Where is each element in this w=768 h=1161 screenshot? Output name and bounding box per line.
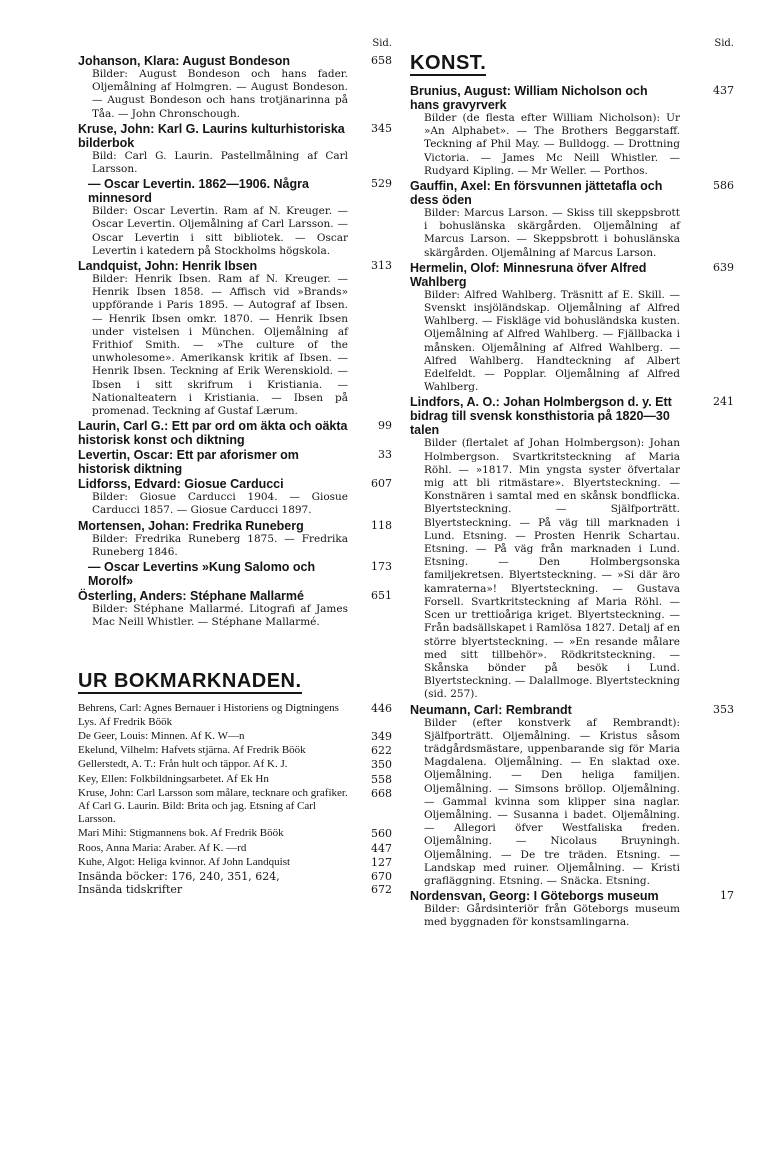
index-entry bbox=[78, 772, 392, 786]
entry-page-number: 127 bbox=[371, 855, 392, 869]
entry-heading: Ekelund, Vilhelm: Hafvets stjärna. Af Fredrik Böök bbox=[78, 744, 306, 757]
entry-heading: Roos, Anna Maria: Araber. Af K. —rd bbox=[78, 841, 247, 854]
entry-page-number: 529 bbox=[371, 177, 392, 191]
index-entry bbox=[410, 395, 734, 701]
entry-page-number: 17 bbox=[720, 889, 734, 903]
entry-page-number: 446 bbox=[371, 702, 392, 716]
index-entry bbox=[410, 260, 734, 395]
entry-illustrations: Bilder: Marcus Larson. — Skiss till skeppsbrott i bohuslänska skärgården. Oljemålning af Marcus Larson. — Skeppsbrott i bohuslänska skärgården. Oljemålning af Marcus Larson. bbox=[424, 207, 680, 259]
entry-illustrations: Bilder: Fredrika Runeberg 1875. — Fredrika Runeberg 1846. bbox=[92, 532, 348, 558]
index-entry bbox=[78, 518, 392, 559]
entry-page-number: 437 bbox=[713, 84, 734, 97]
entry-heading: Kuhe, Algot: Heliga kvinnor. Af John Landquist bbox=[78, 855, 291, 868]
entry-heading: — Oscar Levertins »Kung Salomo och Morolf» bbox=[88, 560, 316, 589]
entry-page-number: 668 bbox=[371, 786, 392, 800]
entry-page-number: 607 bbox=[371, 477, 392, 491]
entry-page-number: 313 bbox=[371, 259, 392, 273]
index-entry bbox=[78, 758, 392, 772]
ur-bokmarknaden-title: UR BOKMARKNADEN. bbox=[78, 670, 302, 693]
entry-illustrations: Bilder: Gårdsinteriör från Göteborgs museum med byggnaden för konstsamlingarna. bbox=[424, 903, 680, 929]
index-entry bbox=[78, 177, 392, 258]
totals-label: Insända tidskrifter bbox=[78, 883, 183, 897]
index-entry bbox=[78, 589, 392, 629]
entry-illustrations: Bilder: August Bondeson och hans fader. Oljemålning af Holmgren. — August Bondeson. — August Bondeson och hans trotjänarinna på Tåa. — John Chronschough. bbox=[92, 68, 348, 120]
entry-heading: Nordensvan, Georg: I Göteborgs museum bbox=[410, 889, 659, 904]
entry-heading: Kruse, John: Karl G. Laurins kulturhistoriska bilderbok bbox=[78, 121, 345, 150]
entry-page-number: 651 bbox=[371, 589, 392, 603]
entry-heading: Lidforss, Edvard: Giosue Carducci bbox=[78, 477, 284, 492]
entry-page-number: 447 bbox=[371, 841, 392, 855]
index-entry bbox=[78, 54, 392, 121]
entry-page-number: 345 bbox=[371, 121, 392, 135]
entry-heading: Landquist, John: Henrik Ibsen bbox=[78, 259, 258, 274]
entry-heading: Gellerstedt, A. T.: Från hult och täppor. Af K. J. bbox=[78, 758, 288, 771]
left-column bbox=[78, 38, 392, 897]
entry-heading: Hermelin, Olof: Minnesruna öfver Alfred Wahlberg bbox=[410, 260, 647, 289]
entry-heading: — Oscar Levertin. 1862—1906. Några minnesord bbox=[88, 177, 309, 206]
entry-page-number: 99 bbox=[378, 419, 392, 433]
entry-illustrations: Bild: Carl G. Laurin. Pastellmålning af Carl Larsson. bbox=[92, 149, 348, 176]
entry-heading: Kruse, John: Carl Larsson som målare, tecknare och grafiker. Af Carl G. Laurin. Bild: Brita och jag. Etsning af Carl Larsson. bbox=[78, 786, 348, 826]
index-entry bbox=[78, 786, 392, 827]
entry-page-number: 118 bbox=[371, 518, 392, 532]
index-entry bbox=[78, 259, 392, 418]
entry-illustrations: Bilder: Stéphane Mallarmé. Litografi af James Mac Neill Whistler. — Stéphane Mallarmé. bbox=[92, 603, 348, 629]
totals-page-number: 672 bbox=[371, 883, 392, 897]
entry-heading: Mortensen, Johan: Fredrika Runeberg bbox=[78, 518, 304, 533]
totals-label: Insända böcker: 176, 240, 351, 624, bbox=[78, 869, 280, 883]
entry-page-number: 558 bbox=[371, 772, 392, 786]
entry-heading: Levertin, Oscar: Ett par aforismer om historisk diktning bbox=[78, 448, 299, 477]
index-entry bbox=[78, 419, 392, 448]
entry-page-number: 658 bbox=[371, 54, 392, 67]
index-entry bbox=[78, 841, 392, 855]
right-column bbox=[410, 38, 734, 931]
sid-header-left: Sid. bbox=[372, 38, 392, 49]
entry-heading: Behrens, Carl: Agnes Bernauer i Historiens og Digtningens Lys. Af Fredrik Böök bbox=[78, 702, 339, 728]
entry-heading: Neumann, Carl: Rembrandt bbox=[410, 702, 572, 717]
index-entry bbox=[78, 448, 392, 477]
entry-heading: Österling, Anders: Stéphane Mallarmé bbox=[78, 589, 304, 604]
entry-heading: Johanson, Klara: August Bondeson bbox=[78, 54, 291, 68]
totals-row bbox=[78, 869, 392, 884]
totals bbox=[78, 869, 392, 897]
index-entry bbox=[78, 477, 392, 517]
entry-heading: Mari Mihi: Stigmannens bok. Af Fredrik Böök bbox=[78, 827, 284, 840]
ur-entries bbox=[78, 702, 392, 869]
index-entry bbox=[410, 889, 734, 929]
entry-page-number: 349 bbox=[371, 729, 392, 743]
index-entry bbox=[78, 827, 392, 841]
entry-heading: Key, Ellen: Folkbildningsarbetet. Af Ek Hn bbox=[78, 772, 269, 785]
entry-page-number: 639 bbox=[713, 260, 734, 274]
right-entries bbox=[410, 84, 734, 930]
index-entry bbox=[78, 744, 392, 758]
entry-illustrations: Bilder: Henrik Ibsen. Ram af N. Kreuger. — Henrik Ibsen 1858. — Affisch vid »Brands» uppförande i Paris 1895. — Autograf af Ibsen. — Henrik Ibsen omkr. 1870. — Henrik Ibsen under vistelsen i München. Oljemålning af Frithiof Smith. — »The culture of the unwholesome». Amerikansk kritik af Ibsen. — Henrik Ibsen. Teckning af Erik Werenskiold. — Ibsen i sitt skrifrum i Kristiania. — Nationalteatern i Kristiania. — Ibsen på promenad. Teckning af Gustaf Lærum. bbox=[92, 273, 348, 418]
entry-heading: Lindfors, A. O.: Johan Holmbergson d. y. Ett bidrag till svensk konsthistoria på 1820—30 talen bbox=[410, 395, 672, 438]
entry-page-number: 622 bbox=[371, 744, 392, 758]
entry-page-number: 33 bbox=[378, 448, 392, 462]
index-entry bbox=[410, 702, 734, 889]
entry-illustrations: Bilder (flertalet af Johan Holmbergson): Johan Holmbergson. Svartkritsteckning af Maria Röhl. — »1817. Min yngsta syster öfvertalar mig att bli ritmästare». Blyertsteckning. — Konstnären i samtal med en skånsk bondflicka. Blyertsteckning. — Själfporträtt. Blyertsteckning. — På väg till marknaden i Lund. Etsning. — Prosten Henrik Schartau. Etsning. — På väg från marknaden i Lund. Etsning. — Den Holmbergsonska familjekretsen. Blyertsteckning. — »Si där äro kamraterna»! Blyertsteckning. — Gustava Forsell. Svartkritsteckning af Maria Röhl. — Scen ur trettioåriga kriget. Blyertsteckning. — Från badsällskapet i Ramlösa 1827. Detalj af en större blyertsteckning. — »En resande målare med sitt tillbehör». Rödkritsteckning. — Skånska bönder på besök i Lund. Blyertsteckning. — Dalallmoge. Blyertsteckning (sid. 257). bbox=[424, 437, 680, 701]
konst-title: KONST. bbox=[410, 52, 487, 74]
entry-illustrations: Bilder: Oscar Levertin. Ram af N. Kreuger. — Oscar Levertin. Oljemålning af Carl Larsson. — Oscar Levertin i sitt bibliotek. — Oscar Levertin i katedern på Stockholms högskola. bbox=[92, 205, 348, 257]
totals-page-number: 670 bbox=[371, 869, 392, 883]
entry-page-number: 241 bbox=[713, 395, 734, 409]
entry-page-number: 350 bbox=[371, 758, 392, 772]
entry-page-number: 586 bbox=[713, 179, 734, 193]
totals-row bbox=[78, 883, 392, 897]
entry-page-number: 353 bbox=[713, 702, 734, 716]
left-entries bbox=[78, 54, 392, 629]
entry-illustrations: Bilder (de flesta efter William Nicholson): Ur »An Alphabet». — The Brothers Beggarstaff. Teckning af Phil May. — Bulldogg. — Drottning Victoria. — James Mc Neill Whistler. — Rudyard Kipling. — Mr Weller. — Porthos. bbox=[424, 112, 680, 177]
index-entry bbox=[78, 560, 392, 589]
entry-heading: De Geer, Louis: Minnen. Af K. W—n bbox=[78, 729, 245, 742]
sid-header-right: Sid. bbox=[714, 38, 734, 49]
entry-page-number: 173 bbox=[371, 560, 392, 574]
index-entry bbox=[410, 179, 734, 260]
entry-page-number: 560 bbox=[371, 827, 392, 841]
index-entry bbox=[78, 121, 392, 176]
index-entry bbox=[410, 84, 734, 178]
index-entry bbox=[78, 729, 392, 743]
entry-illustrations: Bilder: Alfred Wahlberg. Träsnitt af E. Skill. — Svenskt insjöländskap. Oljemålning af Alfred Wahlberg. — Fiskläge vid bohusländska kusten. Oljemålning af Alfred Wahlberg. — Fjällbacka i månsken. Oljemålning af Alfred Wahlberg. — Alfred Wahlberg. Handteckning af Albert Edelfeldt. — Popplar. Oljemålning af Alfred Wahlberg. bbox=[424, 288, 680, 394]
index-entry bbox=[78, 702, 392, 728]
entry-heading: Laurin, Carl G.: Ett par ord om äkta och oäkta historisk konst och diktning bbox=[78, 419, 348, 448]
entry-heading: Gauffin, Axel: En försvunnen jättetafla och dess öden bbox=[410, 179, 663, 208]
entry-illustrations: Bilder (efter konstverk af Rembrandt): Själfporträtt. Oljemålning. — Kristus såsom trädgårdsmästare, uppenbarande sig för Maria Magdalena. Oljemålning. — En slaktad oxe. Oljemålning. — Den heliga familjen. Oljemålning. — Simsons bröllop. Oljemålning. — Gammal kvinna som klipper sina naglar. Oljemålning. — Susanna i badet. Oljemålning. — Allegori öfver Westfaliska freden. Oljemålning. — Nicolaus Bruyningh. Oljemålning. — De tre träden. Etsning. — Landskap med ruiner. Oljemålning. — Kristi grafläggning. Etsning. — Snäcka. Etsning. bbox=[424, 716, 680, 887]
index-entry bbox=[78, 855, 392, 869]
entry-heading: Brunius, August: William Nicholson och hans gravyrverk bbox=[410, 84, 648, 112]
entry-illustrations: Bilder: Giosue Carducci 1904. — Giosue Carducci 1857. — Giosue Carducci 1897. bbox=[92, 491, 348, 517]
